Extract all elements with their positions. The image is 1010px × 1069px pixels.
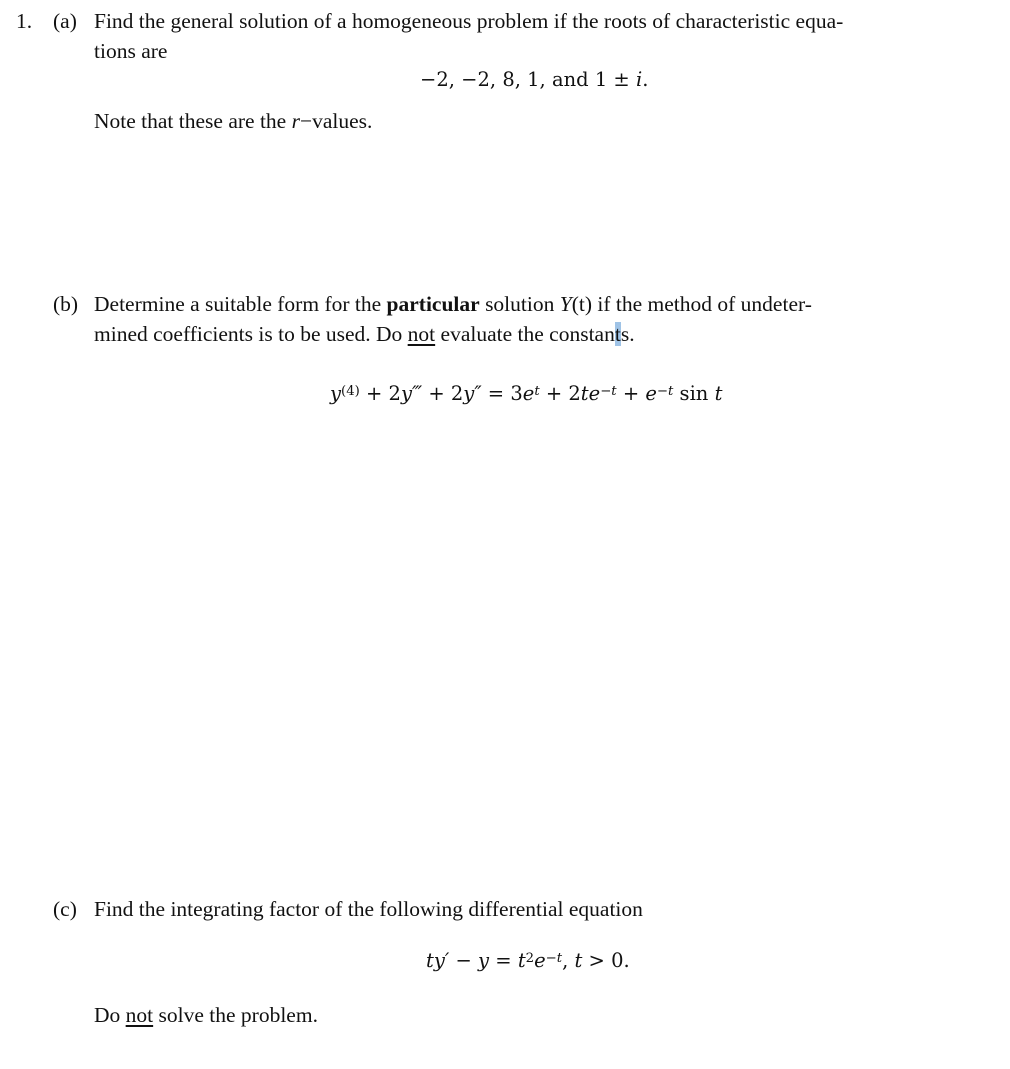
eq-equals: = 3 (481, 382, 523, 405)
instruction-post: solve the problem. (153, 1003, 318, 1027)
eq-te: te (580, 382, 601, 405)
roots-end: . (642, 68, 649, 91)
eq-y2: y″ (463, 382, 482, 405)
note-end: −values. (299, 109, 373, 133)
and-word: and (551, 68, 589, 91)
part-a-line1: Find the general solution of a homogeneous problem if the roots of characteristic equa- (94, 9, 844, 33)
root-2: −2, (461, 68, 497, 91)
part-c-label: (c) (53, 897, 77, 921)
part-a-line2: tions are (94, 39, 168, 63)
eq-y3: y‴ (400, 382, 423, 405)
eq-term2: + 2 (422, 382, 464, 405)
root-4: 1, (527, 68, 546, 91)
eq-minus: − (449, 949, 479, 972)
eq-e: e (534, 949, 546, 972)
linear-equation (426, 948, 630, 973)
eq-condition: > 0. (582, 949, 630, 972)
not-word-c: not (125, 1003, 154, 1027)
eq-e3-exp: −t (656, 383, 674, 399)
part-b-line2-end: s. (620, 322, 635, 346)
text-cursor-highlight: t (614, 322, 621, 346)
instruction-pre: Do (94, 1003, 126, 1027)
ode-equation (330, 381, 722, 406)
question-number: 1. (16, 9, 33, 33)
part-b-line2-mid: evaluate the constan (435, 322, 615, 346)
root-complex: 1 ± (594, 68, 636, 91)
root-1: −2, (420, 68, 455, 91)
particular-word: particular (386, 292, 480, 316)
note-var: r (291, 109, 300, 133)
eq-e1: e (522, 382, 535, 405)
func-y: Y (559, 292, 572, 316)
part-a-note (94, 108, 372, 136)
eq-y: y (478, 949, 490, 972)
eq-e1-exp: t (534, 383, 540, 399)
eq-t2-exp: 2 (525, 950, 535, 966)
eq-equals-c: = (489, 949, 518, 972)
part-c-instruction (94, 1002, 318, 1030)
part-b-line2-pre: mined coefficients is to be used. Do (94, 322, 408, 346)
eq-e3: e (645, 382, 657, 405)
part-b-line1 (94, 291, 812, 319)
eq-t: t (714, 382, 723, 405)
eq-tcond: t (574, 949, 583, 972)
part-b-label: (b) (53, 292, 79, 316)
eq-term4: + (616, 382, 646, 405)
eq-sin: sin (673, 382, 715, 405)
eq-term3: + 2 (539, 382, 581, 405)
imaginary-unit: i (635, 68, 643, 91)
eq-e-exp: −t (545, 950, 563, 966)
part-b-line1-pre: Determine a suitable form for the (94, 292, 387, 316)
not-word: not (407, 322, 436, 346)
eq-term1: + 2 (359, 382, 401, 405)
part-b-line2 (94, 321, 635, 349)
part-b-line1-mid: solution (479, 292, 560, 316)
eq-y4: y (330, 382, 342, 405)
eq-t2: t (517, 949, 526, 972)
part-a-label: (a) (53, 9, 77, 33)
part-c-line1: Find the integrating factor of the following differential equation (94, 897, 643, 921)
eq-ty: ty′ (426, 949, 450, 972)
part-b-line1-post: if the method of undeter- (592, 292, 812, 316)
eq-comma: , (562, 949, 575, 972)
note-start: Note that these are the (94, 109, 292, 133)
func-arg: (t) (571, 292, 592, 316)
eq-y4-order: (4) (341, 383, 360, 399)
root-3: 8, (502, 68, 521, 91)
roots-display (420, 67, 648, 92)
eq-e2-exp: −t (600, 383, 617, 399)
